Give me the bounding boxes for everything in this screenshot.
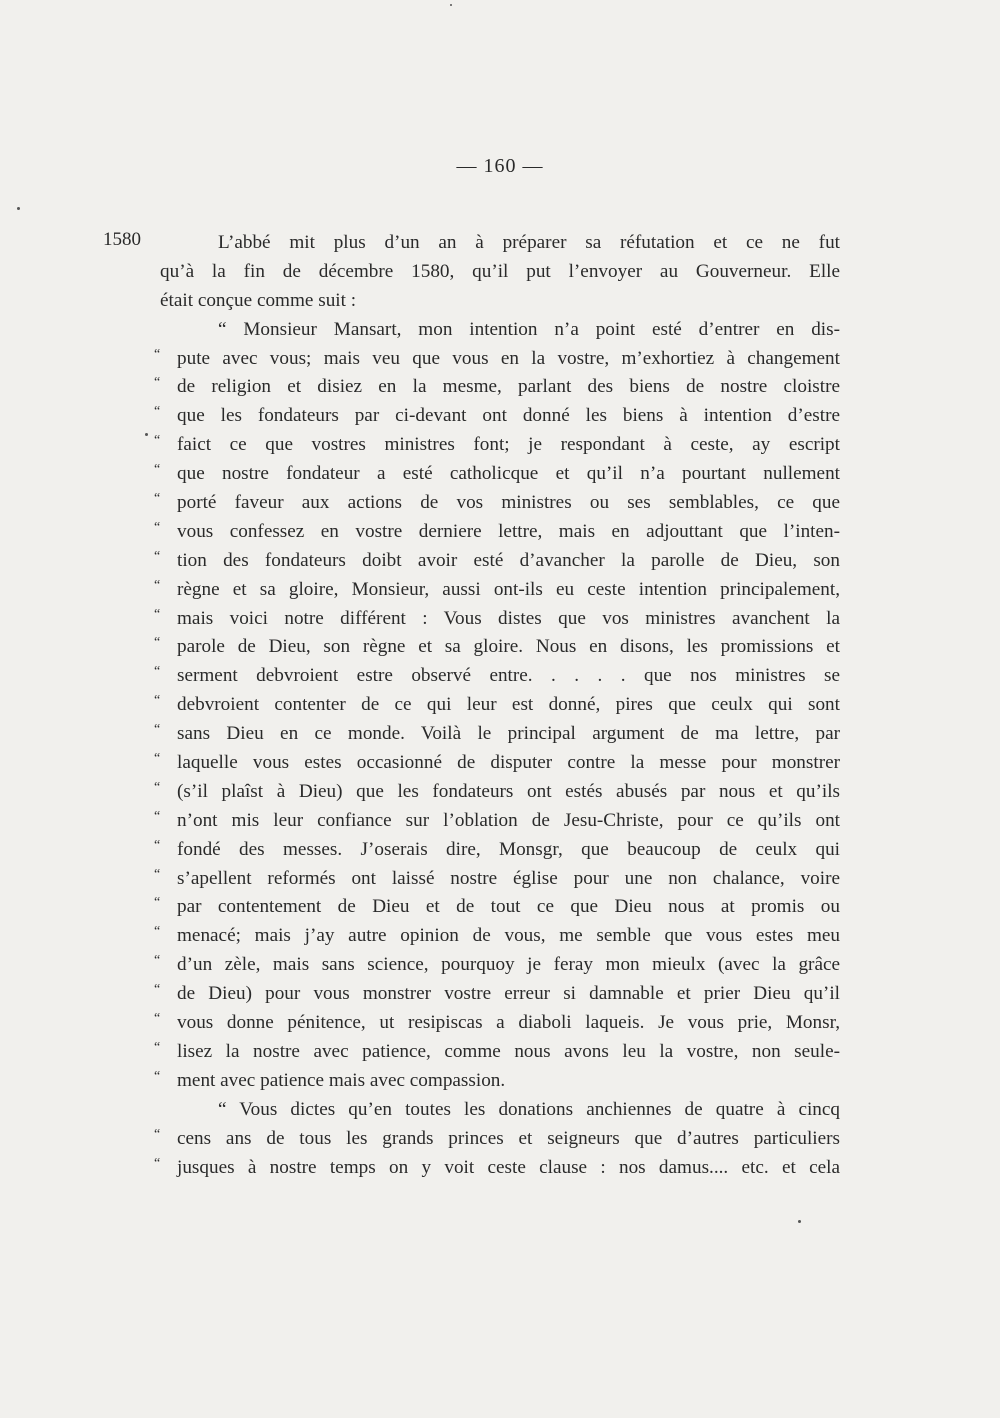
text-line-content: laquelle vous estes occasionné de disputer contre la messe pour monstrer <box>177 752 840 774</box>
text-line-content: fondé des messes. J’oserais dire, Monsgr, que beaucoup de ceulx qui <box>177 838 840 860</box>
text-line-content: (s’il plaîst à Dieu) que les fondateurs ont estés abusés par nous et qu’ils <box>177 780 840 802</box>
text-line <box>154 1067 840 1096</box>
quote-mark: “ <box>154 1011 161 1027</box>
quote-mark: “ <box>154 664 161 680</box>
paper-speck <box>450 4 452 6</box>
text-line <box>160 229 840 258</box>
quote-mark: “ <box>154 982 161 998</box>
text-line-content: vous donne pénitence, ut resipiscas a diaboli laqueis. Je vous prie, Monsr, <box>177 1012 840 1034</box>
quote-mark: “ <box>154 1126 161 1142</box>
text-line <box>154 576 840 605</box>
quote-mark: “ <box>154 548 161 564</box>
text-line <box>154 489 840 518</box>
text-line <box>160 1096 840 1125</box>
text-line <box>154 951 840 980</box>
quote-mark: “ <box>154 1068 161 1084</box>
quote-mark: “ <box>154 346 161 362</box>
text-line-content: que nostre fondateur a esté catholicque et qu’il n’a pourtant nullement <box>177 463 840 485</box>
margin-year-note: 1580 <box>103 229 141 250</box>
text-line-content: sans Dieu en ce monde. Voilà le principal argument de ma lettre, par <box>177 723 840 745</box>
text-line <box>154 518 840 547</box>
text-line <box>154 778 840 807</box>
quote-mark: “ <box>154 808 161 824</box>
text-line <box>154 865 840 894</box>
text-line <box>154 749 840 778</box>
text-line-content: parole de Dieu, son règne et sa gloire. Nous en disons, les promissions et <box>177 636 840 658</box>
text-line <box>154 922 840 951</box>
text-line-content: menacé; mais j’ay autre opinion de vous, me semble que vous estes meu <box>177 925 840 947</box>
text-line-content: L’abbé mit plus d’un an à préparer sa réfutation et ce ne fut <box>218 232 840 253</box>
quote-mark: “ <box>154 693 161 709</box>
quote-mark: “ <box>154 491 161 507</box>
text-line-content: debvroient contenter de ce qui leur est donné, pires que ceulx qui sont <box>177 694 840 716</box>
body-text <box>154 229 840 1182</box>
quote-mark: “ <box>154 722 161 738</box>
quote-mark: “ <box>154 924 161 940</box>
quote-mark: “ <box>154 866 161 882</box>
page-number: — 160 — <box>456 155 544 177</box>
text-line-content: n’ont mis leur confiance sur l’oblation de Jesu-Christe, pour ce qu’ils ont <box>177 809 840 831</box>
text-line <box>154 980 840 1009</box>
quote-mark: “ <box>154 606 161 622</box>
text-line-content: mais voici notre différent : Vous distes que vos ministres avanchent la <box>177 607 840 629</box>
text-line <box>160 287 840 316</box>
text-line-content: faict ce que vostres ministres font; je respondant à ceste, ay escript <box>177 434 840 456</box>
text-line <box>154 1009 840 1038</box>
text-line-content: qu’à la fin de décembre 1580, qu’il put l’envoyer au Gouverneur. Elle <box>160 260 840 282</box>
quote-mark: “ <box>154 895 161 911</box>
text-line-content: “ Vous dictes qu’en toutes les donations anchiennes de quatre à cincq <box>218 1098 840 1120</box>
quote-mark: “ <box>154 577 161 593</box>
quote-mark: “ <box>154 779 161 795</box>
text-line-content: de Dieu) pour vous monstrer vostre erreur si damnable et prier Dieu qu’il <box>177 983 840 1005</box>
text-line <box>154 1038 840 1067</box>
text-line-content: vous confessez en vostre derniere lettre, mais en adjouttant que l’inten- <box>177 520 840 542</box>
paper-speck <box>798 1220 801 1223</box>
text-line <box>154 633 840 662</box>
quote-mark: “ <box>154 433 161 449</box>
text-line-content: porté faveur aux actions de vos ministres ou ses semblables, ce que <box>177 492 840 514</box>
text-line <box>154 662 840 691</box>
text-line <box>154 345 840 374</box>
quote-mark: “ <box>154 837 161 853</box>
text-line <box>154 547 840 576</box>
quote-mark: “ <box>154 1155 161 1171</box>
quote-mark: “ <box>154 751 161 767</box>
text-line <box>154 431 840 460</box>
paper-speck <box>145 433 148 436</box>
text-line <box>154 720 840 749</box>
text-line <box>154 1154 840 1183</box>
quote-mark: “ <box>154 635 161 651</box>
text-line-content: s’apellent reformés ont laissé nostre église pour une non chalance, voire <box>177 867 840 889</box>
quote-mark: “ <box>154 1039 161 1055</box>
text-line-content: par contentement de Dieu et de tout ce que Dieu nous at promis ou <box>177 896 840 918</box>
text-line <box>154 605 840 634</box>
quote-mark: “ <box>154 375 161 391</box>
quote-mark: “ <box>154 404 161 420</box>
text-line <box>154 691 840 720</box>
text-line <box>154 1125 840 1154</box>
text-line <box>154 460 840 489</box>
text-line-content: cens ans de tous les grands princes et seigneurs que d’autres particuliers <box>177 1127 840 1149</box>
text-line <box>154 893 840 922</box>
text-line <box>154 807 840 836</box>
quote-mark: “ <box>154 462 161 478</box>
text-line-content: “ Monsieur Mansart, mon intention n’a point esté d’entrer en dis- <box>218 318 840 340</box>
paper-speck <box>17 207 20 210</box>
text-line-content: pute avec vous; mais veu que vous en la vostre, m’exhortiez à changement <box>177 347 840 369</box>
text-line-content: lisez la nostre avec patience, comme nous avons leu la vostre, non seule- <box>177 1040 840 1062</box>
text-line <box>160 316 840 345</box>
text-line <box>160 258 840 287</box>
text-line-content: tion des fondateurs doibt avoir esté d’avancher la parolle de Dieu, son <box>177 549 840 571</box>
text-line <box>154 836 840 865</box>
text-line-content: serment debvroient estre observé entre. . . . . que nos ministres se <box>177 665 840 687</box>
text-line-content: ment avec patience mais avec compassion. <box>177 1069 506 1091</box>
quote-mark: “ <box>154 519 161 535</box>
text-line-content: de religion et disiez en la mesme, parlant des biens de nostre cloistre <box>177 376 840 398</box>
quote-mark: “ <box>154 953 161 969</box>
text-line-content: jusques à nostre temps on y voit ceste clause : nos damus.... etc. et cela <box>177 1156 840 1178</box>
text-line-content: règne et sa gloire, Monsieur, aussi ont-ils eu ceste intention principalement, <box>177 578 840 600</box>
text-line <box>154 373 840 402</box>
text-line <box>154 402 840 431</box>
text-line-content: était conçue comme suit : <box>160 289 357 311</box>
text-line-content: d’un zèle, mais sans science, pourquoy je feray mon mieulx (avec la grâce <box>177 954 840 976</box>
text-line-content: que les fondateurs par ci-devant ont donné les biens à intention d’estre <box>177 405 840 427</box>
